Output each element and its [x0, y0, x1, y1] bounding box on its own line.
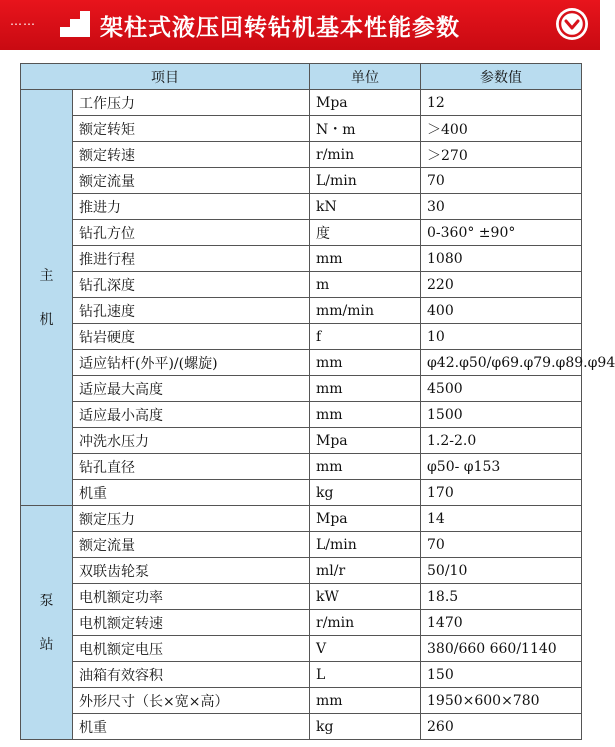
row-value: 1470 — [421, 610, 582, 636]
table-row — [21, 324, 582, 350]
row-unit: mm — [310, 402, 421, 428]
row-name: 双联齿轮泵 — [73, 558, 310, 584]
row-name: 适应钻杆(外平)/(螺旋) — [73, 350, 310, 376]
row-unit: Mpa — [310, 428, 421, 454]
table-row — [21, 402, 582, 428]
row-name: 钻岩硬度 — [73, 324, 310, 350]
expand-button[interactable] — [556, 8, 588, 40]
row-value: φ42.φ50/φ69.φ79.φ89.φ94 — [421, 350, 582, 376]
row-name: 钻孔深度 — [73, 272, 310, 298]
row-unit: f — [310, 324, 421, 350]
row-name: 机重 — [73, 480, 310, 506]
table-row — [21, 350, 582, 376]
row-value: 4500 — [421, 376, 582, 402]
row-unit: N・m — [310, 116, 421, 142]
table-row — [21, 220, 582, 246]
row-unit: kW — [310, 584, 421, 610]
table-row — [21, 298, 582, 324]
row-name: 适应最大高度 — [73, 376, 310, 402]
row-value: 380/660 660/1140 — [421, 636, 582, 662]
row-unit: kN — [310, 194, 421, 220]
row-name: 推进行程 — [73, 246, 310, 272]
row-unit: kg — [310, 480, 421, 506]
row-unit: V — [310, 636, 421, 662]
row-name: 额定压力 — [73, 506, 310, 532]
title-banner — [0, 0, 600, 50]
row-value: 1.2-2.0 — [421, 428, 582, 454]
row-value: 12 — [421, 90, 582, 116]
row-name: 冲洗水压力 — [73, 428, 310, 454]
table-row — [21, 272, 582, 298]
table-row — [21, 688, 582, 714]
row-name: 额定流量 — [73, 168, 310, 194]
row-unit: L — [310, 662, 421, 688]
row-name: 钻孔直径 — [73, 454, 310, 480]
row-value: ＞270 — [421, 142, 582, 168]
table-row — [21, 480, 582, 506]
row-unit: L/min — [310, 168, 421, 194]
table-row — [21, 428, 582, 454]
row-name: 钻孔速度 — [73, 298, 310, 324]
row-unit: m — [310, 272, 421, 298]
row-name: 电机额定电压 — [73, 636, 310, 662]
row-name: 工作压力 — [73, 90, 310, 116]
row-value: 70 — [421, 532, 582, 558]
table-header-row — [21, 64, 582, 90]
row-value: 260 — [421, 714, 582, 740]
row-value: 1950×600×780 — [421, 688, 582, 714]
row-value: 220 — [421, 272, 582, 298]
row-unit: 度 — [310, 220, 421, 246]
table-row — [21, 142, 582, 168]
row-value: 400 — [421, 298, 582, 324]
row-value: 0-360° ±90° — [421, 220, 582, 246]
row-unit: mm/min — [310, 298, 421, 324]
table-row — [21, 246, 582, 272]
row-name: 额定流量 — [73, 532, 310, 558]
row-name: 外形尺寸（长×宽×高） — [73, 688, 310, 714]
table-row — [21, 610, 582, 636]
group-label: 泵站 — [39, 592, 54, 653]
row-value: 10 — [421, 324, 582, 350]
row-value: 30 — [421, 194, 582, 220]
row-value: φ50- φ153 — [421, 454, 582, 480]
table-row — [21, 116, 582, 142]
row-name: 电机额定功率 — [73, 584, 310, 610]
group-label: 主机 — [39, 267, 54, 328]
row-unit: mm — [310, 454, 421, 480]
row-value: 18.5 — [421, 584, 582, 610]
group-label-cell — [21, 506, 73, 740]
table-row — [21, 532, 582, 558]
row-unit: L/min — [310, 532, 421, 558]
banner-dots: …… — [10, 14, 36, 28]
row-value: 170 — [421, 480, 582, 506]
row-name: 钻孔方位 — [73, 220, 310, 246]
row-value: 1080 — [421, 246, 582, 272]
row-name: 额定转速 — [73, 142, 310, 168]
row-name: 机重 — [73, 714, 310, 740]
row-value: 150 — [421, 662, 582, 688]
row-unit: mm — [310, 688, 421, 714]
header-value: 参数值 — [421, 64, 582, 90]
row-name: 油箱有效容积 — [73, 662, 310, 688]
row-unit: r/min — [310, 610, 421, 636]
row-name: 额定转矩 — [73, 116, 310, 142]
row-unit: Mpa — [310, 90, 421, 116]
row-name: 推进力 — [73, 194, 310, 220]
row-value: 1500 — [421, 402, 582, 428]
table-row — [21, 662, 582, 688]
table-row — [21, 376, 582, 402]
header-unit: 单位 — [310, 64, 421, 90]
row-unit: Mpa — [310, 506, 421, 532]
header-item: 项目 — [21, 64, 310, 90]
stair-logo-icon — [60, 11, 94, 37]
row-name: 电机额定转速 — [73, 610, 310, 636]
table-row — [21, 584, 582, 610]
row-value: ＞400 — [421, 116, 582, 142]
spec-table — [20, 63, 615, 740]
table-row — [21, 636, 582, 662]
table-row — [21, 714, 582, 740]
row-value: 50/10 — [421, 558, 582, 584]
table-row — [21, 168, 582, 194]
chevron-down-circle-icon — [556, 8, 588, 40]
table-row — [21, 90, 582, 116]
row-value: 70 — [421, 168, 582, 194]
group-label-cell — [21, 90, 73, 506]
table-row — [21, 506, 582, 532]
row-unit: mm — [310, 376, 421, 402]
table-row — [21, 194, 582, 220]
row-unit: mm — [310, 350, 421, 376]
row-unit: mm — [310, 246, 421, 272]
row-name: 适应最小高度 — [73, 402, 310, 428]
table-row — [21, 454, 582, 480]
page-title: 架柱式液压回转钻机基本性能参数 — [100, 15, 460, 41]
table-row — [21, 558, 582, 584]
row-unit: kg — [310, 714, 421, 740]
row-unit: r/min — [310, 142, 421, 168]
row-unit: ml/r — [310, 558, 421, 584]
row-value: 14 — [421, 506, 582, 532]
